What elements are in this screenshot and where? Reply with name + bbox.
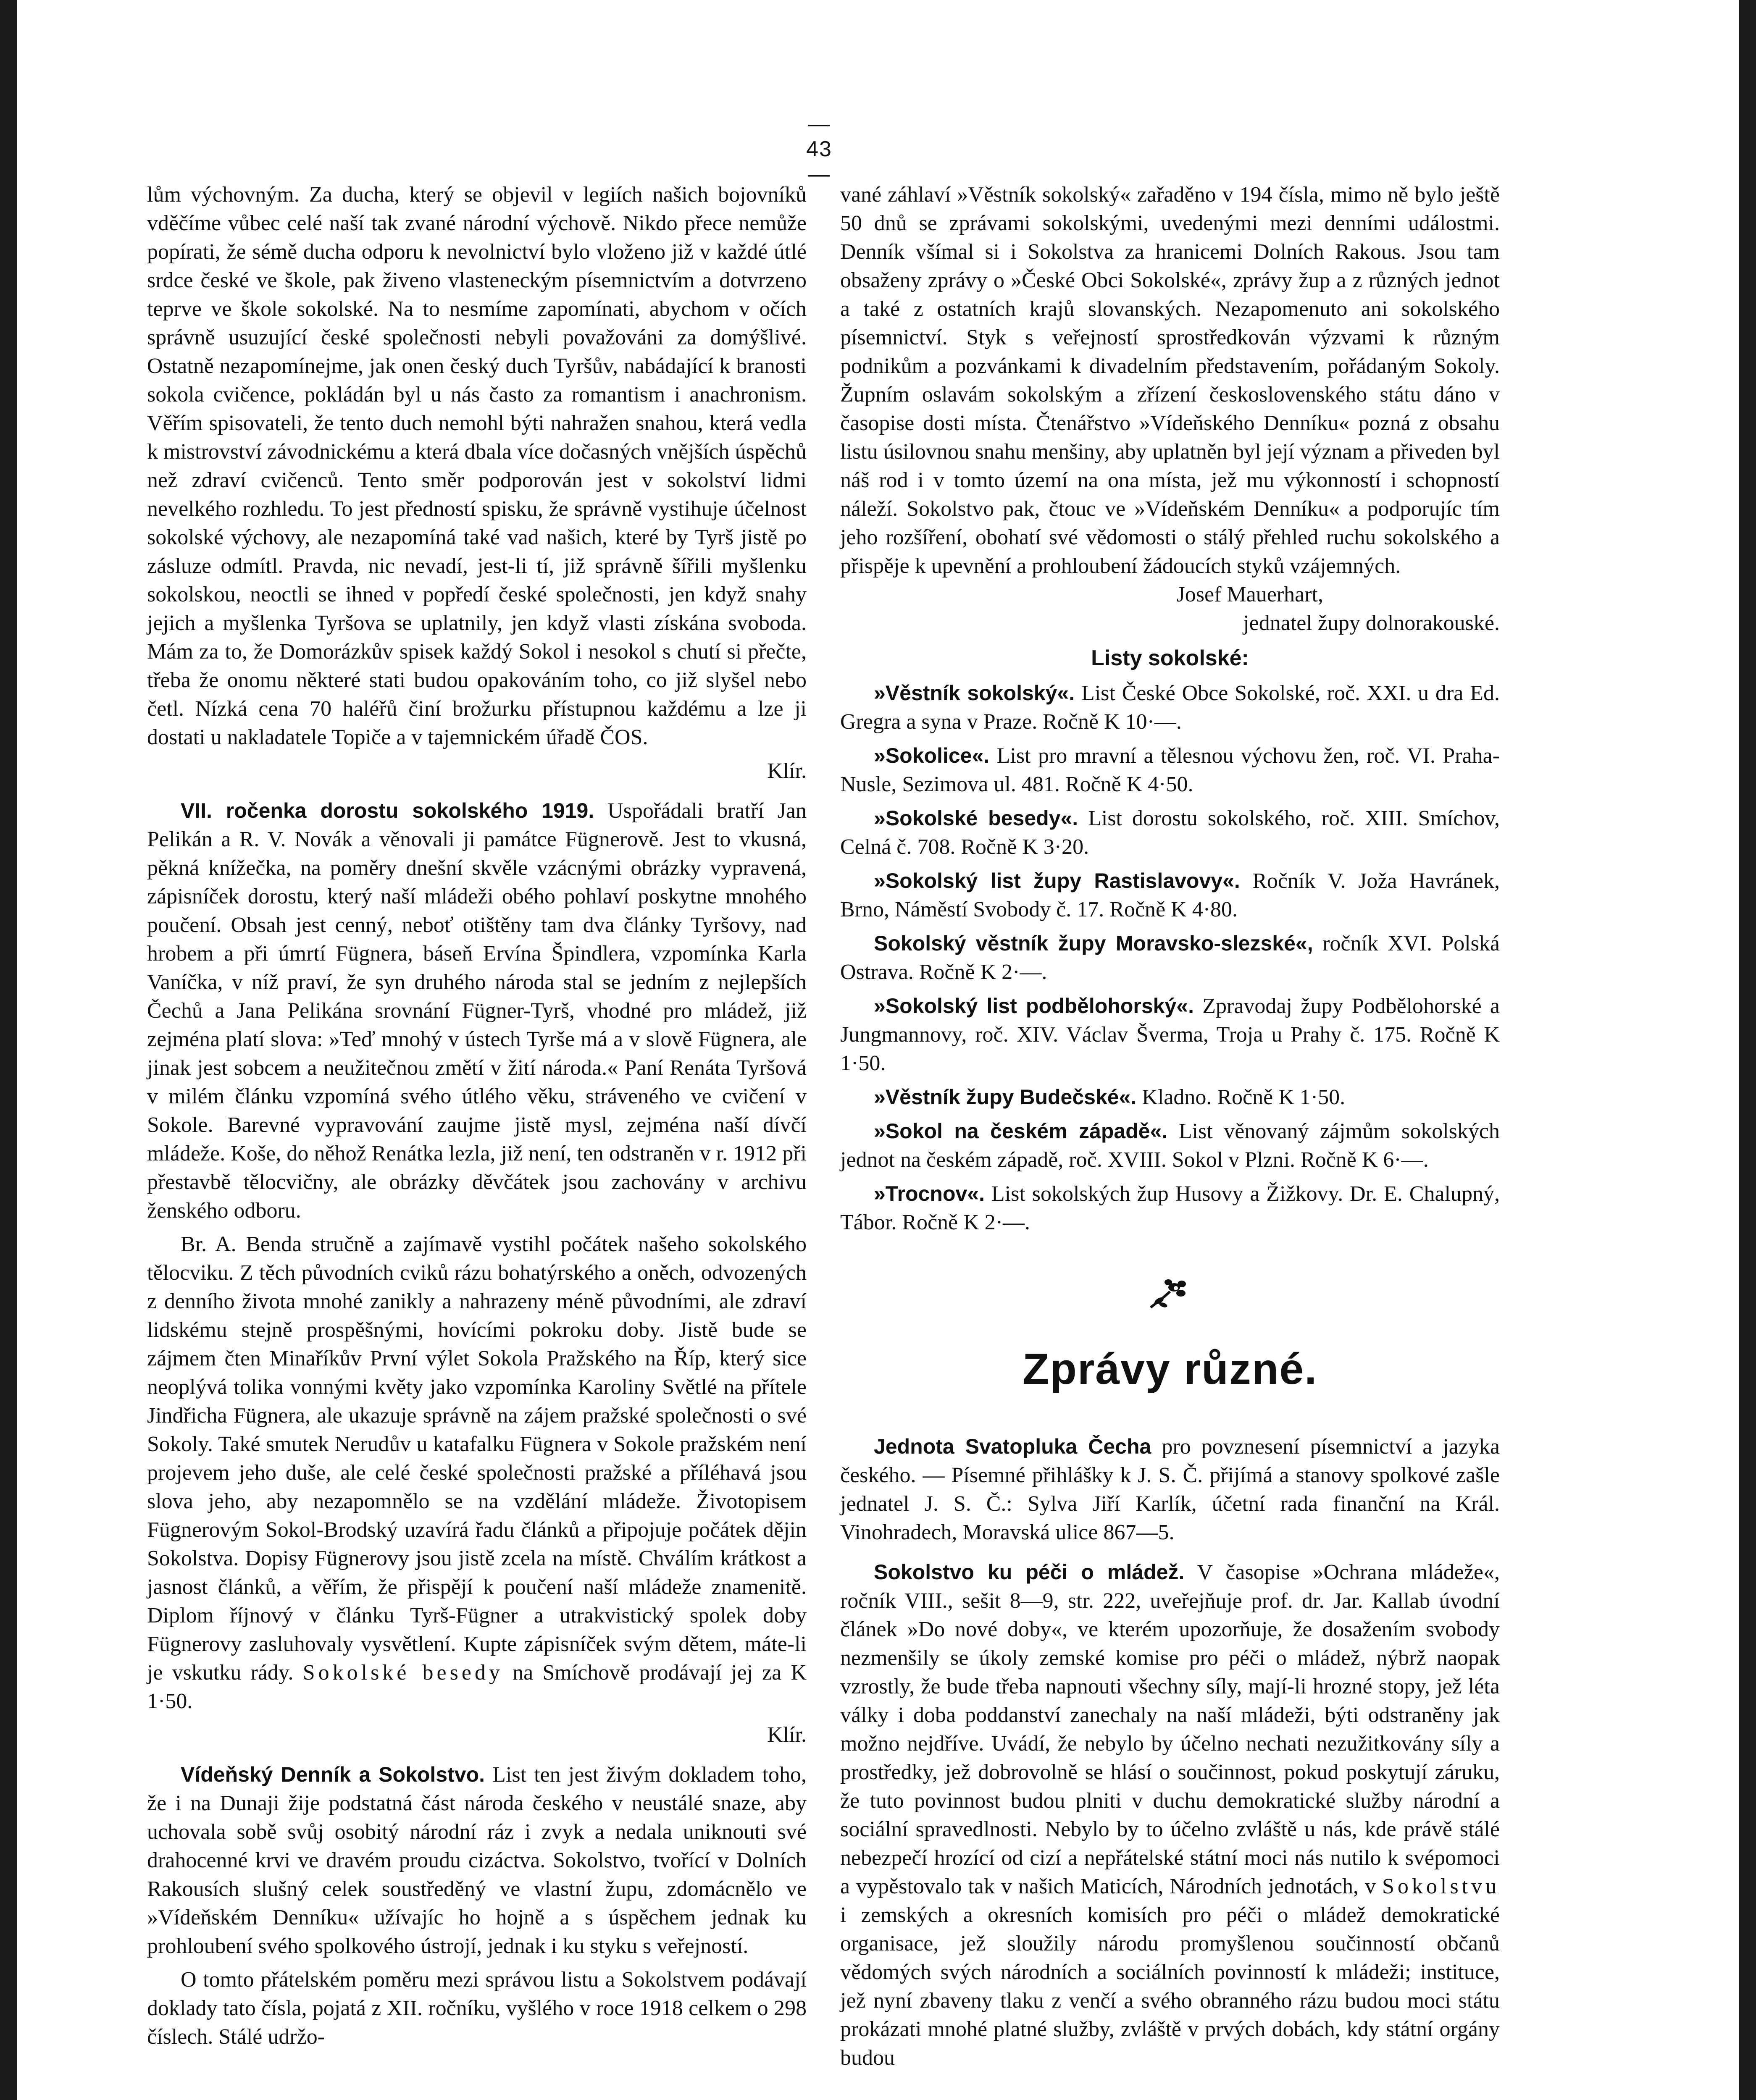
- scan-edge-left: [0, 0, 17, 2100]
- list-item: [840, 1117, 1500, 1174]
- news-item-text: pro povznesení písemnictví a jazyka českého. — Písemné přihlášky k J. S. Č. přijímá a stanovy spolkové zašle jednatel J. S. Č.: Sylva Jiří Karlík, účetní rada finanční na Král. Vinohradech, Moravská ulice 867—5.: [840, 1435, 1500, 1544]
- list-item-text: Kladno. Ročně K 1·50.: [1136, 1085, 1346, 1109]
- news-item-text-tail: i zemských a okresních komisích pro péči o mládež demokratické organisace, jež sloužily národu promyšlenou součinností občanů vědomých svých národních a sociálních povinností k mládeži; instituce, jež nyní zbaveny tlaku z venčí a svého obranného rázu budou moci státu prokázati mnohé platné služby, zvláště v prvých dobách, kdy státní orgány budou: [840, 1903, 1500, 2070]
- flower-ornament-icon: [840, 1275, 1500, 1315]
- list-item-text: ročník XVI. Polská Ostrava. Ročně K 2·—.: [840, 932, 1500, 984]
- list-item-heading: »Sokolský list župy Rastislavovy«.: [874, 869, 1240, 892]
- list-item-heading: »Sokol na českém západě«.: [874, 1119, 1168, 1143]
- review-rocenka-heading: VII. ročenka dorostu sokolského 1919.: [181, 799, 594, 822]
- listy-heading: Listy sokolské:: [1091, 646, 1249, 670]
- left-paragraph-5: O tomto přátelském poměru mezi správou listu a Sokolstvem podávají doklady tato čísla, pojatá z XII. ročníku, vyšlého v roce 1918 celkem o 298 číslech. Stálé udržo-: [147, 1968, 807, 2049]
- list-item-text: List věnovaný zájmům sokolských jednot na českém západě, roč. XVIII. Sokol v Plzni. Ročně K 6·—.: [840, 1119, 1500, 1172]
- section-title: Zprávy různé.: [1022, 1345, 1318, 1394]
- news-item-text: V časopise »Ochrana mládeže«, ročník VIII., sešit 8—9, str. 222, uveřejňuje prof. dr. Jar. Kallab úvodní článek »Do nové doby«, ve kterém upozorňuje, že dosažením svobody nezmenšily se úkoly zemské komise pro péči o mládež, nýbrž naopak vzrostly, že bude třeba napnouti všechny síly, mají-li hrozné stopy, jež léta války i doba poddanství zanechaly na naší mládeži, býti odstraněny jak možno nejdříve. Uvádí, že nebylo by účelno nechati nezužitkovány síly a prostředky, jež dobrovolně se hlásí o součinnost, pokud poskytují záruku, že tuto povinnost budou plniti v duchu demokratické služby národní a sociální spravedlnosti. Nebylo by to účelno zvláště u nás, kde právě stálé nebezpečí hrozící od cizí a nepřátelské státní moci nás nutilo k svépomoci a vypěstovalo tak v našich Maticích, Národních jednotách, v: [840, 1560, 1500, 1898]
- list-item-heading: »Věstník sokolský«.: [874, 681, 1075, 705]
- list-item: [840, 679, 1500, 736]
- news-item-sokolstvo: [840, 1558, 1500, 2072]
- list-item-text: List pro mravní a tělesnou výchovu žen, roč. VI. Praha-Nusle, Sezimova ul. 481. Ročně K 4·50.: [840, 744, 1500, 796]
- review-videnský-dennik: [147, 1760, 807, 1961]
- list-item-text: Ročník V. Joža Havránek, Brno, Náměstí Svobody č. 17. Ročně K 4·80.: [840, 869, 1500, 921]
- news-item-jednota: [840, 1432, 1500, 1547]
- list-item-text: List České Obce Sokolské, roč. XXI. u dra Ed. Gregra a syna v Praze. Ročně K 10·—.: [840, 681, 1500, 734]
- list-item-heading: Sokolský věstník župy Moravsko-slezské«,: [874, 932, 1313, 955]
- list-item-heading: »Sokolský list podbělohorský«.: [874, 994, 1194, 1018]
- page-number: — 43 —: [806, 112, 832, 186]
- author-role: jednatel župy dolnorakouské.: [1243, 611, 1500, 635]
- author-name: Josef Mauerhart,: [1176, 583, 1323, 606]
- left-paragraph-3: [147, 1230, 807, 1716]
- scan-edge-right: [1739, 0, 1756, 2100]
- review-videnský-dennik-text: List ten jest živým dokladem toho, že i na Dunaji žije podstatná část národa českého v neustálé snaze, aby uchovala sobě svůj osobitý národní ráz i zvyk a nedala uniknouti své drahocenné krvi ve dravém proudu cizáctva. Sokolstvo, tvořící v Dolních Rakousích slušný celek soustředěný ve vlastní župu, zdomácnělo ve »Vídeňském Denníku« užívajíc ho hojně a s úspěchem jednak ku prohloubení svého spolkového ústrojí, jednak i ku styku s veřejností.: [147, 1763, 807, 1958]
- list-item-text: Zpravodaj župy Podbělohorské a Jungmannovy, roč. XIV. Václav Šverma, Troja u Prahy č. 175. Ročně K 1·50.: [840, 994, 1500, 1075]
- review-videnský-dennik-heading: Vídeňský Denník a Sokolstvo.: [181, 1763, 485, 1786]
- list-item: [840, 929, 1500, 987]
- review-rocenka: [147, 796, 807, 1225]
- sokolstvu-spaced: Sokolstvu: [1382, 1874, 1500, 1898]
- list-item: [840, 992, 1500, 1078]
- list-item-heading: »Věstník župy Budečské«.: [874, 1085, 1137, 1109]
- left-signature-2: Klír.: [767, 1723, 807, 1747]
- right-column: [840, 181, 1500, 2072]
- left-signature-1: Klír.: [767, 759, 807, 783]
- left-paragraph-1: lům výchovným. Za ducha, který se objevil v legiích našich bojovníků vděčíme vůbec celé naší tak zvané národní výchově. Nikdo přece nemůže popírati, že sémě ducha odporu k nevolnictví bylo vloženo již v každé útlé srdce české ve škole, pak živeno vlasteneckým písemnictvím a dotvrzeno teprve ve škole sokolské. Na to nesmíme zapomínati, abychom v očích správně usuzující české společnosti nebyli považováni za domýšlivé. Ostatně nezapomínejme, jak onen český duch Tyršův, nabádající k branosti sokola cvičence, pokládán byl u nás často za romantism i anachronism. Věřím spisovateli, že tento duch nemohl býti nahražen snahou, která vedla k mistrovství závodnickému a která dbala více dočasných vnějších úspěchů než zdraví cvičenců. Tento směr podporován jest v sokolství lidmi nevelkého rozhledu. To jest předností spisku, že správně vystihuje účelnost sokolské výchovy, ale nezapomíná také vad našich, které by Tyrš jistě po zásluze odmítl. Pravda, nic nevadí, jest-li tí, již správně šířili myšlenku sokolskou, neoctli se ihned v popředí české společnosti, jen když snahy jejich a myšlenka Tyršova se uplatnily, jen když vlasti získána svoboda. Mám za to, že Domorázkův spisek každý Sokol i nesokol s chutí si přečte, třeba že onomu některé stati budou opakováním toho, co již slyšel nebo četl. Nízká cena 70 haléřů činí brožurku přístupnou každému a lze ji dostati u nakladatele Topiče a v tajemnickém úřadě ČOS.: [147, 183, 807, 749]
- right-paragraph-1: vané záhlaví »Věstník sokolský« zařaděno v 194 čísla, mimo ně bylo ještě 50 dnů se zprávami sokolskými, uvedenými mezi denními událostmi. Denník všímal si i Sokolstva za hranicemi Dolních Rakous. Jsou tam obsaženy zprávy o »České Obci Sokolské«, zprávy žup a z různých jednot a také z ostatních krajů slovanských. Nezapomenuto ani sokolského písemnictví. Styk s veřejností sprostředkován výzvami k různým podnikům a pozvánkami k divadelním představením, pořádaným Sokoly. Župním oslavám sokolským a zřízení československého státu dáno v časopise dosti místa. Čtenářstvo »Vídeňského Denníku« pozná z obsahu listu úsilovnou snahu menšiny, aby uplatněn byl její význam a přiveden byl náš rod i v tomto území na ona místa, jež mu výkonností i schopností náleží. Sokolstvo pak, čtouc ve »Vídeňském Denníku« a podporujíc tím jeho rozšíření, obohatí své vědomosti o stálý přehled ruchu sokolského a přispěje k upevnění a prohloubení žádoucích styků vzájemných.: [840, 183, 1500, 578]
- list-item: [840, 1179, 1500, 1237]
- left-column: [147, 181, 807, 2051]
- news-item-heading: Sokolstvo ku péči o mládež.: [874, 1560, 1185, 1584]
- review-rocenka-text: Uspořádali bratří Jan Pelikán a R. V. Novák a věnovali ji památce Fügnerově. Jest to vkusná, pěkná knížečka, na poměry dnešní skvěle vzácnými obrázky vypravená, zápisníček dorostu, který naší mládeži obého pohlaví poskytne mnohého poučení. Obsah jest cenný, neboť otištěny tam dva články Tyršovy, nad hrobem a při úmrtí Fügnera, báseň Ervína Špindlera, vzpomínka Karla Vaníčka, v níž praví, že syn druhého národa stal se jedním z nejlepších Čechů a Jana Pelikána srovnání Fügner-Tyrš, vhodné pro mládež, již zejména platí slova: »Teď mnohý v ústech Tyrše má a v slově Fügnera, ale jinak jest sobcem a neužitečnou změtí v žití národa.« Paní Renáta Tyršová v milém článku vzpomíná svého útlého věku, stráveného ve cvičení v Sokole. Barevné vypravování zaujme jistě mysl, zejména naší dívčí mládeže. Koše, do něhož Renátka lezla, již není, ten odstraněn v r. 1912 při přestavbě tělocvičny, ale obrázky děvčátek jsou zachovány v archivu ženského odboru.: [147, 799, 807, 1223]
- list-item-text: List sokolských žup Husovy a Žižkovy. Dr. E. Chalupný, Tábor. Ročně K 2·—.: [840, 1182, 1500, 1234]
- list-item: [840, 866, 1500, 924]
- list-item: [840, 804, 1500, 861]
- list-item-heading: »Sokolské besedy«.: [874, 806, 1078, 830]
- list-item: [840, 741, 1500, 799]
- left-paragraph-3-text: Br. A. Benda stručně a zajímavě vystihl počátek našeho sokolského tělocviku. Z těch původních cviků rázu bohatýrského a oněch, odvozených z denního života mnohé zanikly a nahrazeny méně původními, ale zdraví lidskému stejně prospěšnými, hovícími pokroku doby. Jistě bude se zájmem čten Minaříkův První výlet Sokola Pražského na Říp, který sice neoplývá tolika vonnými květy jako vzpomínka Karoliny Světlé na přítele Jindřicha Fügnera, ale ukazuje správně na zájem pražské společnosti o své Sokoly. Také smutek Nerudův u katafalku Fügnera v Sokole pražském není projevem jeho duše, ale celé české společnosti pražské a příléhavá jsou slova jeho, aby nezapomnělo se na vzdělání mládeže. Životopisem Fügnerovým Sokol-Brodský uzavírá řadu článků a připojuje počátek dějin Sokolstva. Dopisy Fügnerovy jsou jistě zcela na místě. Chválím krátkost a jasnost článků, a věřím, že přispějí k poučení naší mládeže znamenitě. Diplom říjnový v článku Tyrš-Fügner a utrakvistický spolek doby Fügnerovy zasluhovaly vysvětlení. Kupte zápisníček svým dětem, máte-li je vskutku rády.: [147, 1232, 807, 1685]
- sokolske-besedy-spaced: Sokolské besedy: [302, 1661, 503, 1685]
- list-item-heading: »Trocnov«.: [874, 1182, 985, 1205]
- list-item-heading: »Sokolice«.: [874, 744, 990, 767]
- news-item-heading: Jednota Svatopluka Čecha: [874, 1435, 1151, 1458]
- left-paragraph-3-tail: na Smíchově prodávají jej za K 1·50.: [147, 1661, 807, 1713]
- list-item-text: List dorostu sokolského, roč. XIII. Smíchov, Celná č. 708. Ročně K 3·20.: [840, 806, 1500, 859]
- list-item: [840, 1083, 1500, 1112]
